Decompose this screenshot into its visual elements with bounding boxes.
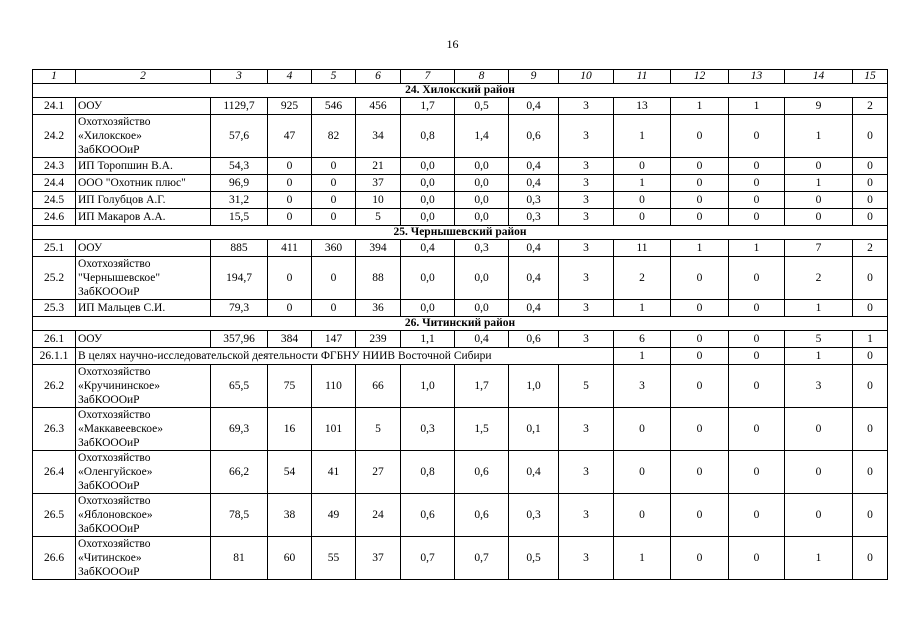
table-cell: 60 bbox=[268, 537, 312, 580]
table-cell: 0 bbox=[729, 257, 785, 300]
table-cell: 0,0 bbox=[401, 257, 455, 300]
table-cell: 1,5 bbox=[455, 408, 509, 451]
table-cell: 0,4 bbox=[455, 331, 509, 348]
table-cell: 0,5 bbox=[509, 537, 559, 580]
row-number: 24.4 bbox=[33, 175, 76, 192]
table-cell: 0,0 bbox=[401, 158, 455, 175]
table-cell: 66,2 bbox=[211, 451, 268, 494]
table-cell: 82 bbox=[312, 115, 356, 158]
table-cell: 0 bbox=[671, 537, 729, 580]
row-name bbox=[76, 408, 211, 451]
table-cell: 1,1 bbox=[401, 331, 455, 348]
table-cell: 54,3 bbox=[211, 158, 268, 175]
table-cell: 0 bbox=[671, 494, 729, 537]
table-cell: 0 bbox=[785, 451, 853, 494]
table-cell: 0,4 bbox=[509, 98, 559, 115]
row-name-line: ЗабКОООиР bbox=[78, 144, 140, 156]
table-cell: 885 bbox=[211, 240, 268, 257]
table-cell: 0,6 bbox=[509, 115, 559, 158]
row-note: В целях научно-исследовательской деятельности ФГБНУ НИИВ Восточной Сибири bbox=[76, 348, 614, 365]
table-cell: 1 bbox=[785, 175, 853, 192]
table-cell: 0 bbox=[729, 192, 785, 209]
table-cell: 3 bbox=[559, 537, 614, 580]
table-cell: 34 bbox=[356, 115, 401, 158]
table-cell: 0 bbox=[671, 331, 729, 348]
table-cell: 1 bbox=[671, 98, 729, 115]
table-cell: 0 bbox=[671, 257, 729, 300]
row-number: 25.3 bbox=[33, 300, 76, 317]
table-cell: 0 bbox=[853, 365, 888, 408]
table-cell: 194,7 bbox=[211, 257, 268, 300]
table-cell: 38 bbox=[268, 494, 312, 537]
row-name bbox=[76, 537, 211, 580]
table-row bbox=[33, 494, 888, 537]
table-cell: 0 bbox=[268, 209, 312, 226]
table-cell: 24 bbox=[356, 494, 401, 537]
table-cell: 0,0 bbox=[455, 158, 509, 175]
section-title: 24. Хилокский район bbox=[33, 84, 888, 98]
table-cell: 96,9 bbox=[211, 175, 268, 192]
table-cell: 3 bbox=[559, 98, 614, 115]
table-cell: 78,5 bbox=[211, 494, 268, 537]
column-number: 5 bbox=[312, 70, 356, 84]
table-row bbox=[33, 537, 888, 580]
table-cell: 1 bbox=[614, 115, 671, 158]
table-cell: 0 bbox=[671, 115, 729, 158]
column-number: 7 bbox=[401, 70, 455, 84]
table-cell: 1 bbox=[614, 300, 671, 317]
row-name bbox=[76, 115, 211, 158]
table-cell: 9 bbox=[785, 98, 853, 115]
row-number: 25.1 bbox=[33, 240, 76, 257]
row-name-line: «Читинское» bbox=[78, 552, 142, 564]
table-cell: 0 bbox=[729, 331, 785, 348]
table-cell: 1 bbox=[671, 240, 729, 257]
row-name-line: "Чернышевское" bbox=[78, 272, 161, 284]
table-cell: 1 bbox=[785, 348, 853, 365]
table-cell: 15,5 bbox=[211, 209, 268, 226]
table-cell: 0 bbox=[671, 300, 729, 317]
row-number: 26.5 bbox=[33, 494, 76, 537]
table-cell: 0,4 bbox=[509, 175, 559, 192]
section-title-row bbox=[33, 84, 888, 98]
table-cell: 54 bbox=[268, 451, 312, 494]
table-cell: 57,6 bbox=[211, 115, 268, 158]
hunting-data-table bbox=[32, 69, 888, 580]
table-cell: 1,7 bbox=[455, 365, 509, 408]
table-cell: 0 bbox=[853, 115, 888, 158]
row-name-line: Охотхозяйство bbox=[78, 116, 151, 128]
row-name-line: «Маккавеевское» bbox=[78, 423, 163, 435]
column-number: 3 bbox=[211, 70, 268, 84]
table-cell: 5 bbox=[559, 365, 614, 408]
table-cell: 0 bbox=[853, 451, 888, 494]
table-cell: 0,8 bbox=[401, 115, 455, 158]
table-cell: 3 bbox=[559, 408, 614, 451]
table-cell: 0 bbox=[312, 192, 356, 209]
table-cell: 0 bbox=[312, 257, 356, 300]
row-number: 24.5 bbox=[33, 192, 76, 209]
table-row bbox=[33, 408, 888, 451]
table-cell: 1 bbox=[785, 115, 853, 158]
table-cell: 0 bbox=[729, 451, 785, 494]
table-cell: 5 bbox=[785, 331, 853, 348]
table-cell: 546 bbox=[312, 98, 356, 115]
table-cell: 27 bbox=[356, 451, 401, 494]
row-number: 26.3 bbox=[33, 408, 76, 451]
row-name-line: Охотхозяйство bbox=[78, 366, 151, 378]
column-number-row bbox=[33, 70, 888, 84]
row-name-line: «Яблоновское» bbox=[78, 509, 153, 521]
table-cell: 0 bbox=[671, 451, 729, 494]
table-row bbox=[33, 365, 888, 408]
table-cell: 0 bbox=[853, 257, 888, 300]
table-cell: 5 bbox=[356, 408, 401, 451]
row-name bbox=[76, 257, 211, 300]
table-cell: 2 bbox=[853, 240, 888, 257]
table-cell: 0 bbox=[729, 300, 785, 317]
table-cell: 36 bbox=[356, 300, 401, 317]
table-cell: 0 bbox=[268, 175, 312, 192]
table-cell: 1 bbox=[785, 300, 853, 317]
table-cell: 0,6 bbox=[455, 451, 509, 494]
table-cell: 0 bbox=[614, 158, 671, 175]
column-number: 12 bbox=[671, 70, 729, 84]
table-cell: 0,0 bbox=[401, 175, 455, 192]
table-cell: 0 bbox=[853, 494, 888, 537]
table-cell: 0,7 bbox=[401, 537, 455, 580]
table-cell: 10 bbox=[356, 192, 401, 209]
table-cell: 0,3 bbox=[455, 240, 509, 257]
table-cell: 0 bbox=[268, 257, 312, 300]
row-name: ИП Мальцев С.И. bbox=[76, 300, 211, 317]
table-cell: 0 bbox=[729, 115, 785, 158]
table-cell: 0 bbox=[671, 408, 729, 451]
row-name: ООУ bbox=[76, 98, 211, 115]
table-cell: 0 bbox=[671, 175, 729, 192]
column-number: 8 bbox=[455, 70, 509, 84]
table-cell: 0,6 bbox=[401, 494, 455, 537]
section-title-row bbox=[33, 226, 888, 240]
table-cell: 394 bbox=[356, 240, 401, 257]
table-cell: 0 bbox=[729, 537, 785, 580]
table-cell: 2 bbox=[785, 257, 853, 300]
table-cell: 147 bbox=[312, 331, 356, 348]
table-cell: 0 bbox=[853, 209, 888, 226]
row-name-line: ЗабКОООиР bbox=[78, 437, 140, 449]
table-cell: 11 bbox=[614, 240, 671, 257]
table-cell: 0 bbox=[268, 300, 312, 317]
table-cell: 0 bbox=[785, 494, 853, 537]
row-name-line: ЗабКОООиР bbox=[78, 480, 140, 492]
table-cell: 0 bbox=[853, 192, 888, 209]
column-number: 11 bbox=[614, 70, 671, 84]
table-cell: 925 bbox=[268, 98, 312, 115]
row-number: 26.2 bbox=[33, 365, 76, 408]
table-cell: 2 bbox=[853, 98, 888, 115]
table-cell: 0 bbox=[785, 158, 853, 175]
table-row bbox=[33, 115, 888, 158]
table-cell: 88 bbox=[356, 257, 401, 300]
row-number: 26.4 bbox=[33, 451, 76, 494]
column-number: 15 bbox=[853, 70, 888, 84]
column-number: 13 bbox=[729, 70, 785, 84]
table-cell: 0 bbox=[671, 158, 729, 175]
table-cell: 0 bbox=[614, 209, 671, 226]
table-row bbox=[33, 331, 888, 348]
table-row bbox=[33, 257, 888, 300]
table-cell: 0,7 bbox=[455, 537, 509, 580]
table-cell: 0 bbox=[671, 209, 729, 226]
table-cell: 0 bbox=[785, 209, 853, 226]
table-cell: 21 bbox=[356, 158, 401, 175]
column-number: 4 bbox=[268, 70, 312, 84]
table-cell: 0,6 bbox=[455, 494, 509, 537]
row-name-line: ЗабКОООиР bbox=[78, 394, 140, 406]
table-cell: 0 bbox=[785, 408, 853, 451]
table-cell: 0 bbox=[312, 158, 356, 175]
row-name: ИП Макаров А.А. bbox=[76, 209, 211, 226]
column-number: 2 bbox=[76, 70, 211, 84]
table-cell: 0,3 bbox=[509, 192, 559, 209]
table-cell: 5 bbox=[356, 209, 401, 226]
table-cell: 0 bbox=[729, 348, 785, 365]
table-cell: 0,3 bbox=[509, 494, 559, 537]
table-cell: 41 bbox=[312, 451, 356, 494]
table-cell: 0,8 bbox=[401, 451, 455, 494]
table-cell: 0 bbox=[785, 192, 853, 209]
row-number: 26.1 bbox=[33, 331, 76, 348]
table-cell: 13 bbox=[614, 98, 671, 115]
table-cell: 0 bbox=[853, 158, 888, 175]
row-name-line: Охотхозяйство bbox=[78, 495, 151, 507]
table-cell: 1 bbox=[729, 240, 785, 257]
column-number: 10 bbox=[559, 70, 614, 84]
table-cell: 3 bbox=[559, 115, 614, 158]
table-cell: 0,3 bbox=[401, 408, 455, 451]
table-cell: 0 bbox=[671, 365, 729, 408]
table-cell: 0,4 bbox=[401, 240, 455, 257]
table-row bbox=[33, 158, 888, 175]
table-cell: 357,96 bbox=[211, 331, 268, 348]
table-cell: 0 bbox=[312, 209, 356, 226]
row-name bbox=[76, 365, 211, 408]
table-cell: 47 bbox=[268, 115, 312, 158]
table-cell: 66 bbox=[356, 365, 401, 408]
table-cell: 0 bbox=[614, 451, 671, 494]
row-name-line: Охотхозяйство bbox=[78, 538, 151, 550]
table-cell: 0 bbox=[729, 158, 785, 175]
table-row bbox=[33, 348, 888, 365]
table-cell: 1,0 bbox=[509, 365, 559, 408]
table-cell: 0 bbox=[853, 175, 888, 192]
table-cell: 3 bbox=[614, 365, 671, 408]
table-cell: 37 bbox=[356, 175, 401, 192]
table-cell: 0,4 bbox=[509, 240, 559, 257]
row-name: ИП Торопшин В.А. bbox=[76, 158, 211, 175]
column-number: 9 bbox=[509, 70, 559, 84]
row-number: 24.1 bbox=[33, 98, 76, 115]
table-cell: 110 bbox=[312, 365, 356, 408]
table-cell: 3 bbox=[559, 331, 614, 348]
table-cell: 0,4 bbox=[509, 257, 559, 300]
table-cell: 37 bbox=[356, 537, 401, 580]
table-cell: 1129,7 bbox=[211, 98, 268, 115]
table-cell: 239 bbox=[356, 331, 401, 348]
table-cell: 0,0 bbox=[401, 300, 455, 317]
table-cell: 0 bbox=[268, 192, 312, 209]
table-cell: 3 bbox=[559, 300, 614, 317]
row-number: 26.6 bbox=[33, 537, 76, 580]
table-cell: 1 bbox=[614, 348, 671, 365]
table-cell: 360 bbox=[312, 240, 356, 257]
table-cell: 0 bbox=[312, 300, 356, 317]
table-cell: 79,3 bbox=[211, 300, 268, 317]
table-cell: 3 bbox=[559, 192, 614, 209]
row-number: 24.2 bbox=[33, 115, 76, 158]
table-cell: 0,0 bbox=[401, 192, 455, 209]
table-cell: 65,5 bbox=[211, 365, 268, 408]
table-cell: 3 bbox=[559, 175, 614, 192]
table-cell: 1 bbox=[614, 175, 671, 192]
table-row bbox=[33, 451, 888, 494]
row-number: 24.6 bbox=[33, 209, 76, 226]
row-number: 26.1.1 bbox=[33, 348, 76, 365]
table-cell: 0,0 bbox=[455, 209, 509, 226]
table-cell: 81 bbox=[211, 537, 268, 580]
table-row bbox=[33, 240, 888, 257]
table-cell: 0 bbox=[853, 537, 888, 580]
row-name-line: ЗабКОООиР bbox=[78, 566, 140, 578]
table-cell: 1 bbox=[785, 537, 853, 580]
table-cell: 0 bbox=[853, 408, 888, 451]
table-cell: 31,2 bbox=[211, 192, 268, 209]
row-name bbox=[76, 494, 211, 537]
row-name-line: ЗабКОООиР bbox=[78, 523, 140, 535]
table-cell: 0 bbox=[729, 209, 785, 226]
table-cell: 101 bbox=[312, 408, 356, 451]
table-row bbox=[33, 175, 888, 192]
table-cell: 3 bbox=[559, 494, 614, 537]
table-cell: 0,0 bbox=[455, 192, 509, 209]
table-cell: 0 bbox=[614, 192, 671, 209]
table-cell: 384 bbox=[268, 331, 312, 348]
table-cell: 0 bbox=[729, 494, 785, 537]
table-cell: 0 bbox=[268, 158, 312, 175]
table-cell: 3 bbox=[559, 451, 614, 494]
row-name-line: «Кручининское» bbox=[78, 380, 161, 392]
table-cell: 0,0 bbox=[401, 209, 455, 226]
table-cell: 0 bbox=[729, 365, 785, 408]
table-row bbox=[33, 98, 888, 115]
column-number: 6 bbox=[356, 70, 401, 84]
table-cell: 3 bbox=[785, 365, 853, 408]
table-row bbox=[33, 209, 888, 226]
table-cell: 16 bbox=[268, 408, 312, 451]
row-name: ООУ bbox=[76, 331, 211, 348]
table-cell: 0,5 bbox=[455, 98, 509, 115]
row-number: 24.3 bbox=[33, 158, 76, 175]
table-cell: 1,7 bbox=[401, 98, 455, 115]
section-title-row bbox=[33, 317, 888, 331]
table-row bbox=[33, 300, 888, 317]
table-cell: 1 bbox=[853, 331, 888, 348]
column-number: 1 bbox=[33, 70, 76, 84]
row-name bbox=[76, 451, 211, 494]
row-name: ООО "Охотник плюс" bbox=[76, 175, 211, 192]
table-cell: 0 bbox=[614, 494, 671, 537]
row-name: ООУ bbox=[76, 240, 211, 257]
row-name-line: «Оленгуйское» bbox=[78, 466, 153, 478]
column-number: 14 bbox=[785, 70, 853, 84]
table-cell: 0 bbox=[729, 175, 785, 192]
table-cell: 55 bbox=[312, 537, 356, 580]
table-cell: 3 bbox=[559, 158, 614, 175]
section-title: 25. Чернышевский район bbox=[33, 226, 888, 240]
table-cell: 0,4 bbox=[509, 158, 559, 175]
row-name-line: ЗабКОООиР bbox=[78, 286, 140, 298]
table-cell: 0 bbox=[671, 192, 729, 209]
table-cell: 2 bbox=[614, 257, 671, 300]
table-cell: 0 bbox=[671, 348, 729, 365]
table-cell: 1 bbox=[614, 537, 671, 580]
table-row bbox=[33, 192, 888, 209]
table-cell: 1,0 bbox=[401, 365, 455, 408]
table-cell: 0,0 bbox=[455, 175, 509, 192]
table-cell: 0 bbox=[729, 408, 785, 451]
table-cell: 0,0 bbox=[455, 300, 509, 317]
table-cell: 75 bbox=[268, 365, 312, 408]
table-cell: 3 bbox=[559, 209, 614, 226]
table-cell: 0 bbox=[853, 348, 888, 365]
table-cell: 411 bbox=[268, 240, 312, 257]
row-name-line: Охотхозяйство bbox=[78, 409, 151, 421]
table-cell: 0,0 bbox=[455, 257, 509, 300]
table-cell: 0,4 bbox=[509, 451, 559, 494]
section-title: 26. Читинский район bbox=[33, 317, 888, 331]
table-cell: 0,6 bbox=[509, 331, 559, 348]
row-name-line: Охотхозяйство bbox=[78, 258, 151, 270]
table-cell: 0,1 bbox=[509, 408, 559, 451]
table-cell: 0 bbox=[312, 175, 356, 192]
table-cell: 0 bbox=[614, 408, 671, 451]
row-name-line: «Хилокское» bbox=[78, 130, 142, 142]
table-cell: 0 bbox=[853, 300, 888, 317]
row-name: ИП Голубцов А.Г. bbox=[76, 192, 211, 209]
table-cell: 3 bbox=[559, 257, 614, 300]
row-name-line: Охотхозяйство bbox=[78, 452, 151, 464]
table-cell: 0,3 bbox=[509, 209, 559, 226]
table-cell: 3 bbox=[559, 240, 614, 257]
table-cell: 456 bbox=[356, 98, 401, 115]
table-cell: 6 bbox=[614, 331, 671, 348]
table-cell: 69,3 bbox=[211, 408, 268, 451]
table-cell: 1,4 bbox=[455, 115, 509, 158]
table-cell: 0,4 bbox=[509, 300, 559, 317]
table-cell: 7 bbox=[785, 240, 853, 257]
page-number: 16 bbox=[446, 37, 459, 51]
table-cell: 1 bbox=[729, 98, 785, 115]
row-number: 25.2 bbox=[33, 257, 76, 300]
table-cell: 49 bbox=[312, 494, 356, 537]
